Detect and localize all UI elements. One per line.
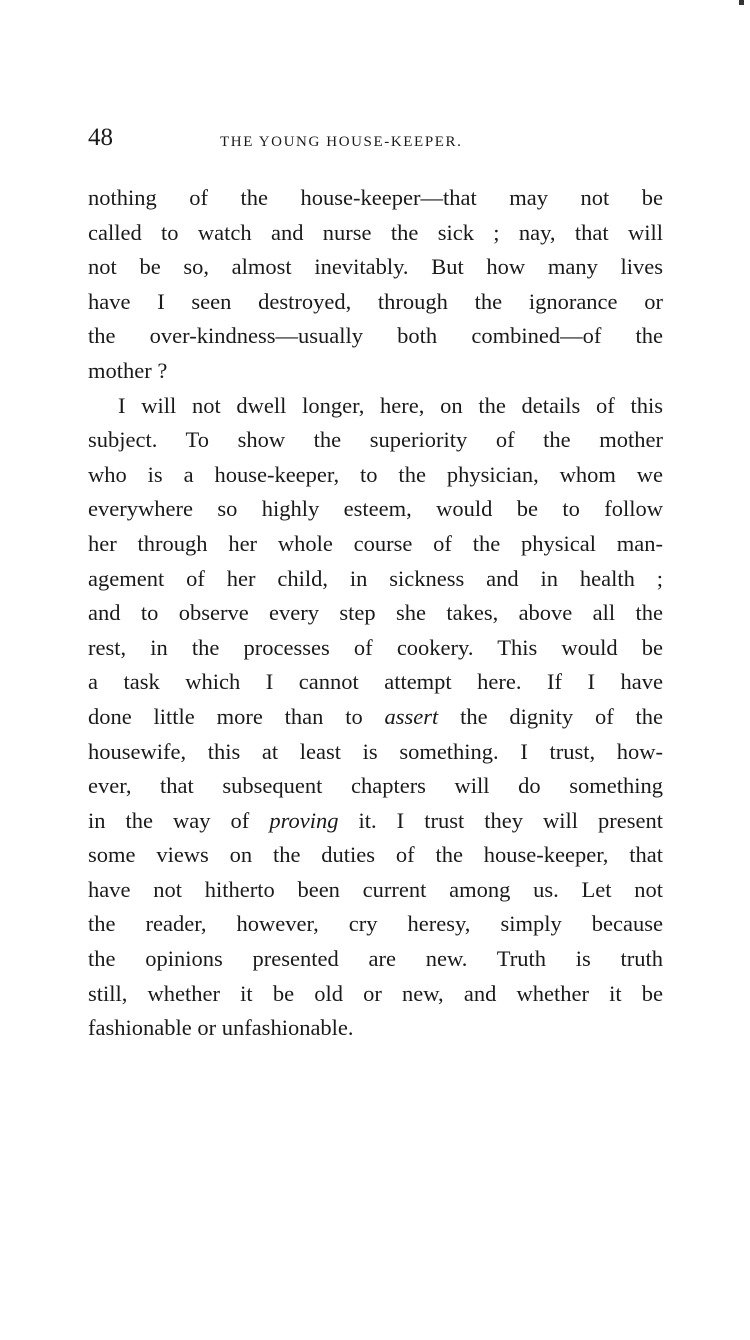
italic-text: proving — [269, 807, 339, 833]
text-segment: have not hitherto been current among us. Let not — [88, 876, 663, 902]
text-segment: mother ? — [88, 357, 168, 383]
text-line — [88, 631, 663, 666]
paragraph — [88, 181, 663, 389]
text-line — [88, 665, 663, 700]
text-segment: subject. To show the superiority of the mother — [88, 427, 663, 453]
text-segment: the dignity of the — [438, 703, 663, 729]
body-text — [88, 181, 663, 1046]
text-segment: and to observe every step she takes, above all the — [88, 600, 663, 626]
text-segment: her through her whole course of the physical man- — [88, 530, 663, 556]
paragraph — [88, 389, 663, 1046]
text-segment: some views on the duties of the house-keeper, that — [88, 842, 663, 868]
text-segment: nothing of the house-keeper—that may not be — [88, 185, 663, 210]
text-line — [88, 250, 663, 285]
text-segment: agement of her child, in sickness and in health ; — [88, 565, 663, 591]
text-segment: not be so, almost inevitably. But how many lives — [88, 254, 663, 280]
text-line — [88, 181, 663, 216]
text-line — [88, 389, 663, 424]
text-line — [88, 216, 663, 251]
text-line — [88, 838, 663, 873]
text-line — [88, 596, 663, 631]
text-segment: the over-kindness—usually both combined—of the — [88, 323, 663, 349]
text-line — [88, 942, 663, 977]
text-segment: everywhere so highly esteem, would be to follow — [88, 496, 663, 522]
text-segment: still, whether it be old or new, and whether it be — [88, 980, 663, 1006]
text-segment: rest, in the processes of cookery. This would be — [88, 634, 663, 660]
text-segment: ever, that subsequent chapters will do something — [88, 773, 663, 799]
text-line — [88, 700, 663, 735]
text-segment: housewife, this at least is something. I trust, how- — [88, 738, 663, 764]
text-line — [88, 354, 663, 389]
text-line — [88, 458, 663, 493]
text-line — [88, 527, 663, 562]
text-segment: done little more than to — [88, 703, 385, 729]
text-line — [88, 769, 663, 804]
text-line — [88, 873, 663, 908]
text-segment: called to watch and nurse the sick ; nay, that will — [88, 219, 663, 245]
page-number: 48 — [88, 124, 113, 151]
running-head — [88, 120, 663, 156]
text-line — [88, 907, 663, 942]
text-segment: a task which I cannot attempt here. If I have — [88, 669, 663, 695]
text-segment: have I seen destroyed, through the ignorance or — [88, 288, 663, 314]
running-title: THE YOUNG HOUSE-KEEPER. — [220, 134, 463, 150]
text-line — [88, 319, 663, 354]
text-line — [88, 1011, 663, 1046]
text-line — [88, 804, 663, 839]
text-line — [88, 285, 663, 320]
text-segment: fashionable or unfashionable. — [88, 1015, 354, 1041]
scan-corner-mark — [739, 0, 744, 5]
text-line — [88, 735, 663, 770]
text-segment: it. I trust they will present — [338, 807, 663, 833]
text-segment: the reader, however, cry heresy, simply because — [88, 911, 663, 937]
text-segment: the opinions presented are new. Truth is truth — [88, 946, 663, 972]
text-segment: who is a house-keeper, to the physician, whom we — [88, 461, 663, 487]
text-line — [88, 492, 663, 527]
text-segment: in the way of — [88, 807, 270, 833]
text-line — [88, 562, 663, 597]
text-line — [88, 423, 663, 458]
text-segment: I will not dwell longer, here, on the details of this — [118, 392, 663, 418]
italic-text: assert — [384, 703, 439, 729]
text-line — [88, 977, 663, 1012]
